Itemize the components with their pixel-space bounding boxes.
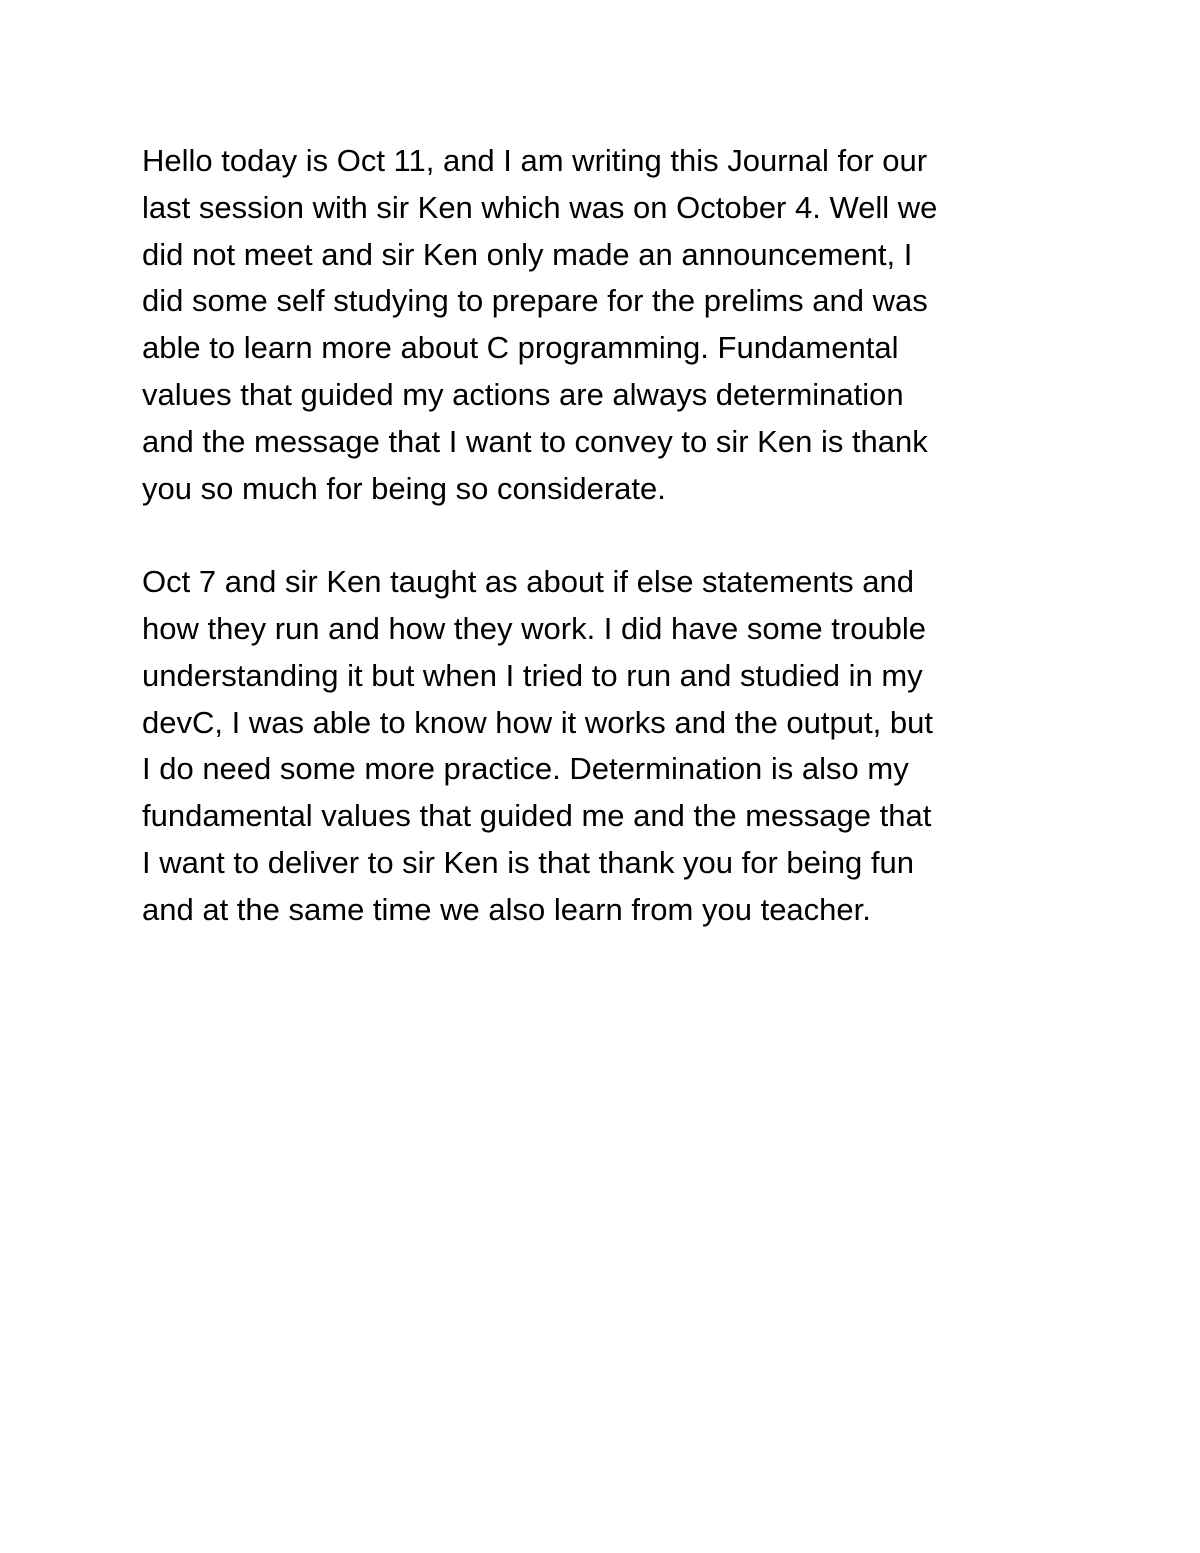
paragraph-line: I want to deliver to sir Ken is that thank you for being fun [142, 844, 914, 880]
paragraph-line: and at the same time we also learn from you teacher. [142, 891, 871, 927]
paragraph-spacer [142, 512, 1072, 559]
paragraph-line: Hello today is Oct 11, and I am writing this Journal for our [142, 143, 928, 178]
paragraph-line: how they run and how they work. I did have some trouble [142, 610, 927, 646]
paragraph-line: last session with sir Ken which was on October 4. Well we [142, 189, 938, 225]
paragraph-line: did not meet and sir Ken only made an announcement, I [142, 236, 913, 272]
paragraph-1 [142, 138, 1072, 512]
paragraph-line: devC, I was able to know how it works and the output, but [142, 704, 933, 740]
paragraph-line: values that guided my actions are always determination [142, 376, 904, 412]
paragraph-line: Oct 7 and sir Ken taught as about if else statements and [142, 564, 915, 600]
paragraph-2 [142, 559, 1072, 933]
paragraph-line: fundamental values that guided me and the message that [142, 798, 932, 834]
document-body [142, 138, 1072, 934]
paragraph-line: able to learn more about C programming. Fundamental [142, 330, 899, 366]
paragraph-line: did some self studying to prepare for the prelims and was [142, 283, 928, 319]
paragraph-line: understanding it but when I tried to run and studied in my [142, 657, 923, 693]
paragraph-line: and the message that I want to convey to sir Ken is thank [142, 423, 928, 459]
paragraph-line: I do need some more practice. Determination is also my [142, 751, 909, 787]
paragraph-line: you so much for being so considerate. [142, 470, 666, 506]
